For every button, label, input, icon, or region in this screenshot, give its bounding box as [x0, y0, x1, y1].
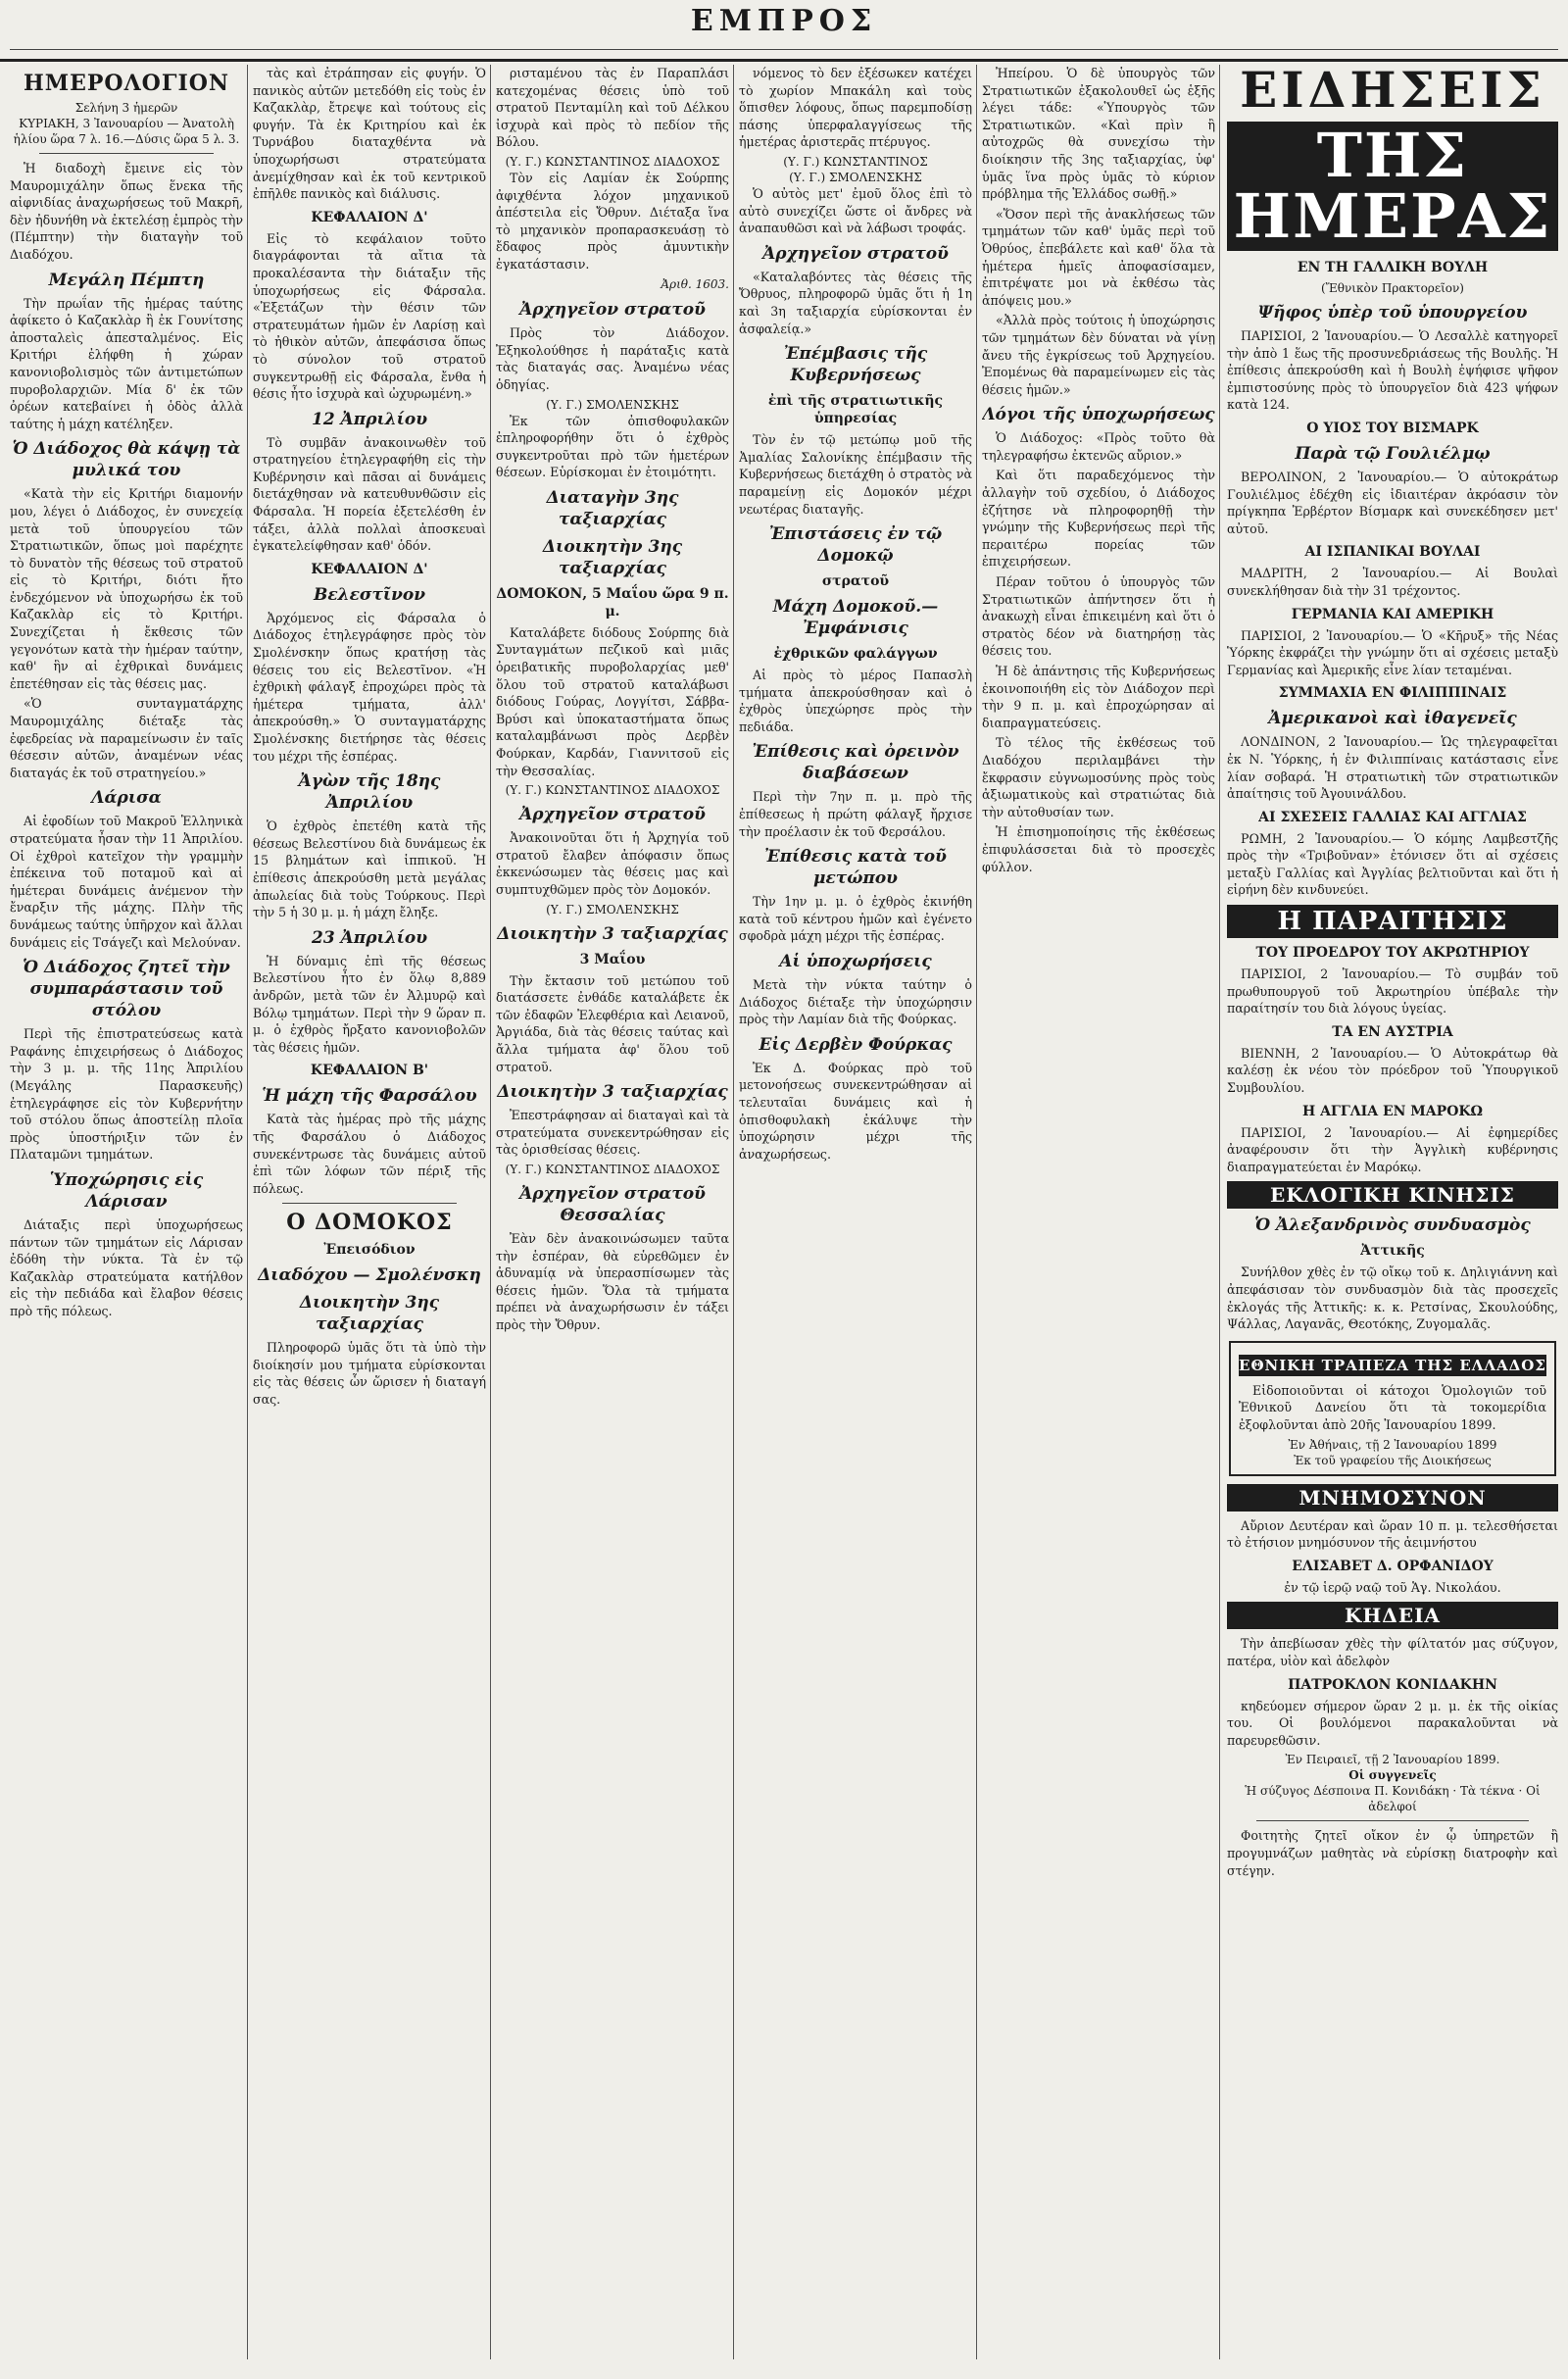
paragraph: Πληροφορῶ ὑμᾶς ὅτι τὰ ὑπὸ τὴν διοίκησίν μου τμήματα εὑρίσκονται εἰς τὰς θέσεις ὧν ὥρισεν ἡ διαταγή σας. [253, 1340, 486, 1408]
news-text: ΠΑΡΙΣΙΟΙ, 2 Ἰανουαρίου.— Ὁ Λεσαλλὲ κατηγορεῖ τὴν ἀπὸ 1 ἕως τῆς προσυνεδριάσεως τῆς Βουλῆς. Ἡ ἐπίθεσις ἀπεκρούσθη καὶ ἡ Βουλὴ ἐψήφισε ψῆφον ἐμπιστοσύνης πρὸς τὸ ὑπουργεῖον διὰ 423 ψήφων κατὰ 124. [1227, 328, 1558, 413]
memorial-text: ἐν τῷ ἱερῷ ναῷ τοῦ Ἁγ. Νικολάου. [1284, 1579, 1501, 1595]
news-headline: ΤΑ ΕΝ ΑΥΣΤΡΙΑ [1332, 1023, 1453, 1040]
section-heading: ΔΟΜΟΚΟΝ, 5 Μαΐου ὥρα 9 π. μ. [496, 585, 729, 620]
paragraph: «Ὁ συνταγματάρχης Μαυρομιχάλης διέταξε τὰς ἐφεδρείας νὰ παραμείνωσιν ἐν ταῖς θέσεσιν αὐτῶν, ἀναμένων νέας διαταγάς ἐκ τοῦ στρατηγείου.» [10, 696, 243, 780]
news-headline: ΕΝ ΤΗ ΓΑΛΛΙΚΗ ΒΟΥΛΗ [1297, 260, 1489, 275]
news-kicker: Παρὰ τῷ Γουλιέλμῳ [1295, 443, 1491, 464]
section-heading: Ἀρχηγεῖον στρατοῦ [519, 300, 706, 321]
funeral-text: Τὴν ἀπεβίωσαν χθὲς τὴν φίλτατόν μας σύζυγον, πατέρα, υἱὸν καὶ ἀδελφὸν [1227, 1636, 1558, 1668]
column-3 [496, 65, 729, 2359]
paragraph: Περὶ τῆς ἐπιστρατεύσεως κατὰ Ραφάνης ἐπιχειρήσεως ὁ Διάδοχος τὴν 3 μ. μ. τῆς 11ης Ἀπριλίου (Μεγάλης Παρασκευῆς) ἐτηλεγράφησε εἰς τὸν Κυβερνήτην τοῦ στόλου ὅπως ἀποστείλῃ πλοῖα πρὸς ὑποστήριξιν τῶν ἐν Πλαταμῶνι τμημάτων. [10, 1026, 243, 1163]
news-text: ΛΟΝΔΙΝΟΝ, 2 Ἰανουαρίου.— Ὡς τηλεγραφεῖται ἐκ Ν. Ὑόρκης, ἡ ἐν Φιλιππίναις κατάστασις εἶνε λίαν σοβαρά. Ἡ στρατιωτικὴ τῶν στρατιωτικῶν ἀπαίτησις τοῦ Ἀγουινάλδου. [1227, 734, 1558, 802]
section-heading: Λόγοι τῆς ὑποχωρήσεως [982, 405, 1215, 425]
signature: (Υ. Γ.) ΚΩΝΣΤΑΝΤΙΝΟΣ ΔΙΑΔΟΧΟΣ [505, 783, 720, 798]
section-heading: Λάρισα [91, 788, 162, 809]
funeral-name: ΠΑΤΡΟΚΛΟΝ ΚΟΝΙΔΑΚΗΝ [1288, 1676, 1497, 1693]
news-text: ΜΑΔΡΙΤΗ, 2 Ἰανουαρίου.— Αἱ Βουλαὶ συνεκλήθησαν διὰ τὴν 31 τρέχοντος. [1227, 566, 1558, 598]
paragraph: Εἰς τὸ κεφάλαιον τοῦτο διαγράφονται τὰ αἴτια τὰ προκαλέσαντα τὴν διάταξιν τῆς ὑποχωρήσεως εἰς Φάρσαλα. «Ἐξετάζων τὴν θέσιν τῶν στρατευμάτων ἡμῶν ἐν Λαρίσῃ καὶ τὸ ἠθικὸν αὐτῶν, ἀπεφάσισα ὅπως τὸ σύνολον τοῦ στρατοῦ συγκεντρωθῇ εἰς Φάρσαλα, ἔνθα ἡ θέσις ἦτο ἰσχυρὰ καὶ ὠχυρωμένη.» [253, 230, 486, 402]
news-box-subtitle: ΤΗΣ ΗΜΕΡΑΣ [1227, 122, 1558, 251]
column-rule [976, 65, 977, 2359]
funeral-headline: ΚΗΔΕΙΑ [1227, 1602, 1558, 1629]
column-1 [10, 65, 243, 2359]
news-kicker: Ἀμερικανοὶ καὶ ἰθαγενεῖς [1268, 709, 1517, 729]
section-heading: 12 Ἀπριλίου [311, 409, 428, 429]
section-heading: Διοικητὴν 3 ταξιαρχίας [497, 1082, 728, 1103]
paragraph: Ἐπεστράφησαν αἱ διαταγαὶ καὶ τὰ στρατεύματα συνεκεντρώθησαν εἰς τὰς ὁρισθείσας θέσεις. [496, 1108, 729, 1158]
paragraph: Ἐκ Δ. Φούρκας πρὸ τοῦ μετονοήσεως συνεκεντρώθησαν αἱ τελευταῖαι δυνάμεις καὶ ἡ ὀπισθοφυλακὴ ἐκάλυψε τὴν ὑποχώρησιν μέχρι τῆς ἀναχωρήσεως. [739, 1060, 972, 1162]
section-heading: Μεγάλη Πέμπτη [48, 270, 205, 290]
news-kicker: Ὁ Ἀλεξανδρινὸς συνδυασμὸς [1254, 1215, 1531, 1236]
calendar-date: ΚΥΡΙΑΚΗ, 3 Ἰανουαρίου — Ἀνατολὴ ἡλίου ὥρα 7 λ. 16.—Δύσις ὥρα 5 λ. 3. [13, 117, 240, 146]
section-heading: Διαδόχου — Σμολένσκη [258, 1265, 481, 1286]
section-heading: Ἀγὼν τῆς 18ης Ἀπριλίου [298, 771, 441, 814]
paragraph: «Καταλαβόντες τὰς θέσεις τῆς Ὄθρυος, πληροφορῶ ὑμᾶς ὅτι ἡ 1η καὶ 3η ταξιαρχία εὑρίσκονται ἐν ἀσφαλείᾳ.» [739, 269, 972, 336]
paragraph: Μετὰ τὴν νύκτα ταύτην ὁ Διάδοχος διέταξε τὴν ὑποχώρησιν πρὸς τὴν Λαμίαν διὰ τῆς Φούρκας. [739, 977, 972, 1027]
column-6-news [1227, 65, 1558, 2359]
calendar-title: ΗΜΕΡΟΛΟΓΙΟΝ [23, 71, 230, 96]
paragraph: Ἡ δύναμις ἐπὶ τῆς θέσεως Βελεστίνου ἦτο ἐν ὅλῳ 8,889 ἀνδρῶν, μετὰ τῶν ἐν Ἀλμυρῷ καὶ Βόλῳ τμημάτων. Περὶ τὴν 9 ὥραν π. μ. ὁ ἐχθρὸς ἤρξατο κανονιοβολῶν τὰς θέσεις ἡμῶν. [253, 953, 486, 1055]
news-headline: ΑΙ ΣΧΕΣΕΙΣ ΓΑΛΛΙΑΣ ΚΑΙ ΑΓΓΛΙΑΣ [1258, 809, 1527, 825]
masthead-title: ΕΜΠΡΟΣ [690, 4, 878, 38]
dateline: Ἀριθ. 1603. [661, 276, 729, 291]
section-heading: Ὁ Διάδοχος θὰ κάψῃ τὰ μυλικά του [12, 439, 241, 481]
section-heading: ΚΕΦΑΛΑΙΟΝ Β' [310, 1063, 429, 1079]
paragraph: «Ὅσον περὶ τῆς ἀνακλήσεως τῶν τμημάτων τῶν καθ' ὑμᾶς περὶ τοῦ Ὀθρύος, ἐπεβάλετε καὶ καθ' ὅλα τὰ ἡμέτερα ἡμεῖς ἀποφασίσαμεν, ἐπιτρέψατε μοι νὰ ἐκθέσω τὰς ἀπόψεις μου.» [982, 206, 1215, 308]
column-rule [733, 65, 734, 2359]
section-heading: Ἐπέμβασις τῆς Κυβερνήσεως [783, 344, 928, 386]
news-headline: ΓΕΡΜΑΝΙΑ ΚΑΙ ΑΜΕΡΙΚΗ [1291, 606, 1494, 622]
paragraph: Τὴν 1ην μ. μ. ὁ ἐχθρὸς ἐκινήθη κατὰ τοῦ κέντρου ἡμῶν καὶ ἐγένετο σφοδρὰ μάχη μέχρι τῆς ἑσπέρας. [739, 894, 972, 944]
paragraph: Ἐὰν δὲν ἀνακοινώσωμεν ταῦτα τὴν ἑσπέραν, θὰ εὑρεθῶμεν ἐν ἀδυναμίᾳ νὰ ὑπερασπίσωμεν τὰς θέσεις ἡμῶν. Ὅλα τὰ τμήματα πρέπει νὰ ἀναχωρήσωσιν ἐν τάξει πρὸς τὴν Ὄθρυν. [496, 1230, 729, 1332]
column-2 [253, 65, 486, 2359]
signature: (Υ. Γ.) ΚΩΝΣΤΑΝΤΙΝΟΣ ΔΙΑΔΟΧΟΣ [505, 154, 720, 169]
section-heading: Ἐπιστάσεις ἐν τῷ Δομοκῷ [768, 524, 943, 567]
funeral-family-label: Οἱ συγγενεῖς [1348, 1768, 1437, 1783]
paragraph: Τὸ τέλος τῆς ἐκθέσεως τοῦ Διαδόχου περιλαμβάνει τὴν ἔκφρασιν εὐγνωμοσύνης πρὸς τοὺς ἀξιωματικοὺς καὶ στρατιώτας διὰ τὴν αὐτοθυσίαν των. [982, 735, 1215, 819]
notice-signature: Ἐκ τοῦ γραφείου τῆς Διοικήσεως [1294, 1453, 1492, 1467]
memorial-name: ΕΛΙΣΑΒΕΤ Δ. ΟΡΦΑΝΙΔΟΥ [1292, 1558, 1494, 1574]
section-heading: ΚΕΦΑΛΑΙΟΝ Δ' [311, 561, 428, 577]
signature: (Υ. Γ.) ΣΜΟΛΕΝΣΚΗΣ [546, 902, 679, 917]
paragraph: Καταλάβετε διόδους Σούρπης διὰ Συνταγμάτων πεζικοῦ καὶ μιᾶς ὀρειβατικῆς πυροβολαρχίας μεθ' ὅλου τοῦ στρατοῦ καταλάβωσι διόδους Γούρας, Λογγίτσι, Σάββα-Βρύσι καὶ ὑποκαταστήματα ὅπως καταλαμβάνωσι πρὸς Δερβὲν Φούρκαν, Καρδάν, Γιαννιτσοῦ εἰς τὴν Θεσσαλίας. [496, 624, 729, 778]
section-heading: Βελεστῖνον [313, 584, 426, 605]
paragraph: Πρὸς τὸν Διάδοχον. Ἐξηκολούθησε ἡ παράταξις κατὰ τὰς διαταγάς σας. Ἀναμένω νέας ὁδηγίας. [496, 325, 729, 392]
section-heading: Ἐπεισόδιον [323, 1242, 416, 1259]
section-heading: Ἀρχηγεῖον στρατοῦ Θεσσαλίας [519, 1183, 706, 1225]
section-heading: στρατοῦ [821, 573, 890, 590]
news-text: ΒΙΕΝΝΗ, 2 Ἰανουαρίου.— Ὁ Αὐτοκράτωρ θὰ καλέσῃ ἐκ νέου τὸν πρόεδρον τοῦ Ὑπουργικοῦ Συμβουλίου. [1227, 1045, 1558, 1096]
column-rule [490, 65, 491, 2359]
divider [282, 1203, 457, 1204]
paragraph: Τὸ συμβᾶν ἀνακοινωθὲν τοῦ στρατηγείου ἐτηλεγραφήθη εἰς τὴν Κυβέρνησιν καὶ πᾶσαι αἱ δυνάμεις διετάχθησαν νὰ κατευθυνθῶσιν εἰς Φάρσαλα. Ἡ πορεία ἐξετελέσθη ἐν τάξει, ἀλλὰ πολλαὶ ἀποσκευαὶ ἐγκατελείφθησαν καθ' ὁδόν. [253, 434, 486, 554]
news-headline: ΑΙ ΙΣΠΑΝΙΚΑΙ ΒΟΥΛΑΙ [1304, 544, 1481, 561]
paragraph: Ἀνακοινοῦται ὅτι ἡ Ἀρχηγία τοῦ στρατοῦ ἔλαβεν ἀπόφασιν ὅπως ἐκκενώσωμεν τὰς θέσεις μας καὶ συμπτυχθῶμεν πρὸς τὸν Δομοκόν. [496, 830, 729, 897]
memorial-headline: ΜΝΗΜΟΣΥΝΟΝ [1227, 1484, 1558, 1512]
paragraph: Ὁ ἐχθρὸς ἐπετέθη κατὰ τῆς θέσεως Βελεστίνου διὰ δυνάμεως ἐκ 15 βλημάτων καὶ ἱππικοῦ. Ἡ ἐπίθεσις ἀπεκρούσθη μετὰ μεγάλας ἀπωλείας διὰ τοὺς Τούρκους. Περὶ τὴν 5 ἡ 30 μ. μ. ἡ μάχη ἔληξε. [253, 818, 486, 920]
section-heading: Ἐπίθεσις καὶ ὀρεινὸν διαβάσεων [752, 742, 959, 784]
news-box-title: ΕΙΔΗΣΕΙΣ [1240, 65, 1545, 119]
section-heading: ΚΕΦΑΛΑΙΟΝ Δ' [311, 209, 428, 225]
news-headline-inverted: Η ΠΑΡΑΙΤΗΣΙΣ [1227, 905, 1558, 938]
paragraph: νόμενος τὸ δεν ἐξέσωκεν κατέχει τὸ χωρίον Μπακάλη καὶ τοὺς ὅπισθεν λόφους, ὅπως παρεμποδίσῃ πάσης ὑπερφαλαγγίσεως τῆς ἡμετέρας ἀριστερᾶς πτέρυγος. [739, 66, 972, 150]
paragraph: «Κατὰ τὴν εἰς Κριτήρι διαμονήν μου, λέγει ὁ Διάδοχος, ἐν συνεχείᾳ μετὰ τοῦ ὑπουργείου τῶν Στρατιωτικῶν, ὅπως μοὶ παρέχητε τὸ δυνατὸν τῆς θέσεως τοῦ στρατοῦ εἰς τὸ Κριτήρι, διότι ἤτο ἐνδεχόμενον νὰ ὑποχωρήσω ἐκ τοῦ Καζακλὰρ εἰς τὸ Κριτήρι. Συνεχίζεται ἡ ἔκθεσις τῶν γεγονότων κατὰ τὴν ἡμέραν ταύτην, καθ' ἣν αἱ ἐχθρικαὶ δυνάμεις ἐπετέθησαν εἰς τὰς θέσεις μας. [10, 486, 243, 691]
section-heading: Διοικητὴν 3ης ταξιαρχίας [299, 1293, 440, 1335]
news-headline: Η ΑΓΓΛΙΑ ΕΝ ΜΑΡΟΚΩ [1301, 1103, 1484, 1119]
classified-text: Φοιτητὴς ζητεῖ οἴκον ἐν ᾧ ὑπηρετῶν ἢ προγυμνάζων μαθητὰς νὰ εὑρίσκῃ διατροφὴν καὶ στέγην. [1227, 1828, 1558, 1878]
paragraph: Ἠπείρου. Ὁ δὲ ὑπουργὸς τῶν Στρατιωτικῶν ἐξακολουθεῖ ὡς ἑξῆς λέγει τάδε: «Ὑπουργὸς τῶν Στρατιωτικῶν. «Καὶ πρὶν ἢ αὐτοχρῶς θὰ συνεχίσω τὴν διοίκησιν τῆς 3ης ταξιαρχίας, ὑφ' ὑμᾶς ἵνα πρὸς ὑμᾶς τὸ κύριον πρόβλημα τῆς Ἑλλάδος σωθῇ.» [982, 66, 1215, 202]
section-heading: Ο ΔΟΜΟΚΟΣ [286, 1210, 453, 1236]
section-heading: Ἀρχηγεῖον στρατοῦ [762, 243, 949, 264]
section-heading: 23 Ἀπριλίου [311, 927, 428, 948]
bank-notice [1229, 1341, 1556, 1476]
paragraph: Καὶ ὅτι παραδεχόμενος τὴν ἀλλαγὴν τοῦ σχεδίου, ὁ Διάδοχος ἐζήτησε νὰ πληροφορηθῇ τὴν γνώμην τῆς Κυβερνήσεως περὶ τῆς περαιτέρω πορείας τῶν ἐπιχειρήσεων. [982, 468, 1215, 570]
section-heading: ἐπὶ τῆς στρατιωτικῆς ὑπηρεσίας [767, 393, 944, 427]
signature: (Υ. Γ.) ΚΩΝΣΤΑΝΤΙΝΟΣ ΔΙΑΔΟΧΟΣ [505, 1162, 720, 1176]
column-4 [739, 65, 972, 2359]
news-text: ΠΑΡΙΣΙΟΙ, 2 Ἰανουαρίου.— Ὁ «Κῆρυξ» τῆς Νέας Ὑόρκης ἐκφράζει τὴν γνώμην ὅτι αἱ σχέσεις μεταξὺ Γερμανίας καὶ Ἀμερικῆς εἶνε λίαν τεταμέναι. [1227, 627, 1558, 677]
news-headline: ΣΥΜΜΑΧΙΑ ΕΝ ΦΙΛΙΠΠΙΝΑΙΣ [1278, 685, 1507, 702]
paragraph: Ἡ δὲ ἀπάντησις τῆς Κυβερνήσεως ἐκοινοποιήθη εἰς τὸν Διάδοχον περὶ τὴν 9 π. μ. καὶ ἐπροχώρησαν αἱ διαπραγματεύσεις. [982, 664, 1215, 730]
section-heading: Ὑποχώρησις εἰς Λάρισαν [49, 1169, 204, 1212]
funeral-text: κηδεύομεν σήμερον ὥραν 2 μ. μ. ἐκ τῆς οἰκίας του. Οἱ βουλόμενοι παρακαλοῦνται νὰ παρευρεθῶσιν. [1227, 1698, 1558, 1748]
news-text: ΠΑΡΙΣΙΟΙ, 2 Ἰανουαρίου.— Τὸ συμβάν τοῦ πρωθυπουργοῦ τοῦ Ἀκρωτηρίου ὑπέβαλε τὴν παραίτησίν του διὰ λόγους ὑγείας. [1227, 966, 1558, 1016]
column-rule [247, 65, 248, 2359]
paragraph: Κατὰ τὰς ἡμέρας πρὸ τῆς μάχης τῆς Φαρσάλου ὁ Διάδοχος συνεκέντρωσε τὰς δυνάμεις αὐτοῦ ἐπὶ τῶν λόφων τῶν πέριξ τῆς πόλεως. [253, 1112, 486, 1196]
signature: (Υ. Γ.) ΣΜΟΛΕΝΣΚΗΣ [546, 397, 679, 412]
paragraph: Διάταξις περὶ ὑποχωρήσεως πάντων τῶν τμημάτων εἰς Λάρισαν ἐδόθη τὴν νύκτα. Τὰ ἐν τῷ Καζακλὰρ στρατεύματα κατήλθον εἰς τὴν πεδιάδα καὶ ἔλαβον θέσεις πρὸ τῆς πόλεως. [10, 1216, 243, 1318]
news-text: Συνήλθον χθὲς ἐν τῷ οἴκῳ τοῦ κ. Δηλιγιάννη καὶ ἀπεφάσισαν τὸν συνδυασμὸν διὰ τὰς προσεχεῖς ἐκλογάς τῆς Ἀττικῆς: κ. κ. Ρετσίνας, Σκουλούδης, Ψάλλας, Λαγανᾶς, Θεοτόκης, Ζυγομαλᾶς. [1227, 1264, 1558, 1332]
section-heading: Διοικητὴν 3 ταξιαρχίας [497, 923, 728, 944]
news-kicker: Ψῆφος ὑπὲρ τοῦ ὑπουργείου [1257, 303, 1528, 322]
section-heading: Ἡ μάχη τῆς Φαρσάλου [262, 1086, 477, 1107]
divider [1256, 1820, 1529, 1821]
paragraph: Τὸν εἰς Λαμίαν ἐκ Σούρπης ἀφιχθέντα λόχον μηχανικοῦ ἀπέστειλα εἰς Ὄθρυν. Διέταξα ἵνα τὸ μηχανικὸν προπαρασκευάσῃ τὸ ἔδαφος πρὸς ἀμυντικὴν ἐγκατάστασιν. [496, 170, 729, 272]
news-headline-inverted: ΕΚΛΟΓΙΚΗ ΚΙΝΗΣΙΣ [1227, 1181, 1558, 1209]
notice-text: Εἰδοποιοῦνται οἱ κάτοχοι Ὁμολογιῶν τοῦ Ἐθνικοῦ Δανείου ὅτι τὰ τοκομερίδια ἐξοφλοῦνται ἀπὸ 20ῆς Ἰανουαρίου 1899. [1239, 1382, 1546, 1432]
section-heading: Μάχη Δομοκοῦ.—Ἐμφάνισις [772, 597, 939, 639]
column-rule [1219, 65, 1220, 2359]
paragraph: ρισταμένου τὰς ἐν Παραπλάσι κατεχομένας θέσεις ὑπὸ τοῦ στρατοῦ Πενταμίλη καὶ τοῦ Δέλκου ἰσχυρὰ καὶ πρὸς τὸ πεδίον τῆς Βόλου. [496, 66, 729, 150]
paragraph: Ὁ αὐτὸς μετ' ἐμοῦ ὅλος ἐπὶ τὸ αὐτὸ συνεχίζει ὥστε οἱ ἄνδρες νὰ ἀναπαυθῶσι καὶ νὰ λάβωσι τροφάς. [739, 185, 972, 236]
masthead [0, 0, 1568, 62]
section-heading: ἐχθρικῶν φαλάγγων [773, 646, 938, 663]
column-5 [982, 65, 1215, 2359]
memorial-text: Αὔριον Δευτέραν καὶ ὥραν 10 π. μ. τελεσθήσεται τὸ ἐτήσιον μνημόσυνον τῆς ἀειμνήστου [1227, 1517, 1558, 1551]
paragraph: τὰς καὶ ἐτράπησαν εἰς φυγήν. Ὁ πανικὸς αὐτῶν μετεδόθη εἰς τοὺς ἐν Καζακλὰρ, ἔτρεψε καὶ τούτους εἰς φυγήν. Τὰ ἐκ Κριτηρίου καὶ ἐκ Τυρνάβου διαταχθέντα νὰ ὑποχωρήσωσι στρατεύματα ἀνεμίχθησαν καὶ ἐκ τοῦ κεντρικοῦ ἐπῆλθε πανικὸς καὶ διάλυσις. [253, 66, 486, 202]
news-subheadline: ΤΟΥ ΠΡΟΕΔΡΟΥ ΤΟΥ ΑΚΡΩΤΗΡΙΟΥ [1255, 945, 1530, 962]
funeral-family: Ἡ σύζυγος Δέσποινα Π. Κονιδάκη · Τὰ τέκνα · Οἱ ἀδελφοί [1245, 1784, 1541, 1814]
paragraph: Αἱ ἐφοδίων τοῦ Μακροῦ Ἑλληνικὰ στρατεύματα ἦσαν τὴν 11 Ἀπριλίου. Οἱ ἐχθροὶ κατεῖχον τὴν γραμμὴν ἐπέκεινα τοῦ ποταμοῦ καὶ αἱ ἡμέτεραι δυνάμεις ἀνέμενον τὴν ἔναρξιν τῆς μάχης. Πλὴν τῆς δυνάμεως ταύτης ὑπῆρχον καὶ ἄλλαι δυνάμεις εἰς Τσάγεζι καὶ Μελούναν. [10, 814, 243, 950]
paragraph: Ἡ ἐπισημοποίησις τῆς ἐκθέσεως ἐπιφυλάσσεται διὰ τὸ προσεχὲς φύλλον. [982, 824, 1215, 874]
paragraph: Τὴν πρωΐαν τῆς ἡμέρας ταύτης ἀφίκετο ὁ Καζακλὰρ ἢ ἐκ Γουνίτσης ἀποσταλεὶς ἀπεσταλμένος. Εἰς Κριτήρι ἐλήφθη ἡ χώραν κανονιοβολισμὸς τῶν ἀντιμετώπων πυροβολαρχιῶν. Μία δ' ἐκ τῶν ὀρέων κατεβαίνει ἡ ὁδὸς ἀλλὰ ταύτης ἡ μάχη κατέληξεν. [10, 295, 243, 431]
section-heading: Εἰς Δερβὲν Φούρκας [759, 1034, 953, 1055]
section-heading: Ἐπίθεσις κατὰ τοῦ μετώπου [764, 847, 947, 889]
paragraph: Τὸν ἐν τῷ μετώπῳ μοῦ τῆς Ἀμαλίας Σαλονίκης ἐπέμβασιν τῆς Κυβερνήσεως διετάχθη ὁ στρατὸς νὰ παραμείνῃ εἰς Δομοκόν μέχρι νεωτέρας διαταγῆς. [739, 432, 972, 517]
news-text: ΡΩΜΗ, 2 Ἰανουαρίου.— Ὁ κόμης Λαμβεστζῆς πρὸς τὴν «Τριβοῦναν» ἐτόνισεν ὅτι αἱ σχέσεις μεταξὺ Γαλλίας καὶ Ἀγγλίας βελτιοῦνται καὶ ὅτι ἡ εἰρήνη δὲν κινδυνεύει. [1227, 830, 1558, 898]
signature: (Υ. Γ.) ΚΩΝΣΤΑΝΤΙΝΟΣ [783, 154, 928, 169]
signature: (Υ. Γ.) ΣΜΟΛΕΝΣΚΗΣ [789, 170, 922, 184]
section-heading: Διαταγὴν 3ης ταξιαρχίας [546, 487, 679, 529]
paragraph: Αἱ πρὸς τὸ μέρος Παπασλὴ τμήματα ἀπεκρούσθησαν καὶ ὁ ἐχθρὸς ὑπεχώρησε πρὸς τὴν πεδιάδα. [739, 668, 972, 734]
paragraph: Τὴν ἔκτασιν τοῦ μετώπου τοῦ διατάσσετε ἐνθάδε καταλάβετε ἐκ τῶν ἐδαφῶν Ἐλεφθέρια καὶ Λειανοῦ, Ἀργιάδα, διὰ τὰς θέσεις ταύτας καὶ ἄλλα τμήματα ἀφ' ὅλου τοῦ στρατοῦ. [496, 972, 729, 1074]
divider [39, 153, 214, 154]
notice-date: Ἐν Ἀθήναις, τῇ 2 Ἰανουαρίου 1899 [1288, 1437, 1497, 1452]
section-heading: 3 Μαΐου [579, 951, 646, 967]
calendar-moon: Σελήνη 3 ἡμερῶν [74, 101, 178, 115]
paragraph: Ἀρχόμενος εἰς Φάρσαλα ὁ Διάδοχος ἐτηλεγράφησε πρὸς τὸν Σμολένσκην ὅπως κρατήσῃ τὰς θέσεις του εἰς Βελεστῖνον. «Ἡ ἐχθρικὴ φάλαγξ ἐπροχώρει πρὸς τὰ ἡμέτερα τμήματα, ἀλλ' ἀπεκρούσθη.» Ὁ συνταγματάρχης Σμολένσκης διετήρησε τὰς θέσεις του μέχρι τῆς ἑσπέρας. [253, 610, 486, 764]
section-heading: Ἀρχηγεῖον στρατοῦ [519, 805, 706, 825]
news-headline: Ο ΥΙΟΣ ΤΟΥ ΒΙΣΜΑΡΚ [1306, 420, 1479, 436]
news-source: (Ἔθνικὸν Πρακτορεῖον) [1320, 281, 1464, 295]
paragraph: Ὁ Διάδοχος: «Πρὸς τοῦτο θὰ τηλεγραφήσω ἐκτενῶς αὔριον.» [982, 430, 1215, 463]
paragraph: «Ἀλλὰ πρὸς τούτοις ἡ ὑποχώρησις τῶν τμημάτων δὲν δύναται νὰ γίνῃ ἄνευ τῆς ἐγκρίσεως τοῦ Ἀρχηγείου. Ἐπομένως θὰ παραμείνωμεν εἰς τὰς θέσεις ἡμῶν.» [982, 313, 1215, 397]
news-text: ΒΕΡΟΛΙΝΟΝ, 2 Ἰανουαρίου.— Ὁ αὐτοκράτωρ Γουλιέλμος ἐδέχθη εἰς ἰδιαιτέραν ἀκρόασιν τὸν πρίγκηπα Ἐρβέρτον Βίσμαρκ καὶ συνεκέδησεν μετ' αὐτοῦ. [1227, 469, 1558, 536]
paragraph: Πέραν τοῦτου ὁ ὑπουργὸς τῶν Στρατιωτικῶν ἀπήντησεν ὅτι ἡ ἀνακωχὴ εἶναι ἐπικειμένη καὶ ὅτι ὁ στρατὸς δέον νὰ διατηρήσῃ τὰς θέσεις του. [982, 574, 1215, 659]
paragraph: Ἡ διαδοχὴ ἔμεινε εἰς τὸν Μαυρομιχάλην ὅπως ἕνεκα τῆς αἰφνιδίας ἀναχωρήσεως τοῦ Μακρῆ, δὲν ἠδυνήθη νὰ ἐκτελέσῃ ἐμπρὸς τὴν (Πέμπτην) τὴν διαταγὴν τοῦ Διαδόχου. [10, 161, 243, 262]
paragraph: Περὶ τὴν 7ην π. μ. πρὸ τῆς ἐπίθεσεως ἡ πρώτη φάλαγξ ἤρχισε τὴν προέλασιν ἐκ τοῦ Φερσάλου. [739, 789, 972, 839]
funeral-date: Ἐν Πειραιεῖ, τῇ 2 Ἰανουαρίου 1899. [1285, 1753, 1500, 1767]
notice-headline: ΕΘΝΙΚΗ ΤΡΑΠΕΖΑ ΤΗΣ ΕΛΛΑΔΟΣ [1239, 1356, 1546, 1374]
news-text: ΠΑΡΙΣΙΟΙ, 2 Ἰανουαρίου.— Αἱ ἐφημερίδες ἀναφέρουσιν ὅτι τὴν Ἀγγλικὴ κυβέρνησις διαπραγματεύεται ἐν Μαρόκῳ. [1227, 1124, 1558, 1174]
news-kicker: Ἀττικῆς [1360, 1243, 1425, 1260]
section-heading: Διοικητὴν 3ης ταξιαρχίας [542, 536, 683, 578]
section-heading: Αἱ ὑποχωρήσεις [779, 952, 932, 972]
section-heading: Ὁ Διάδοχος ζητεῖ τὴν συμπαράστασιν τοῦ στόλου [23, 958, 230, 1021]
paragraph: Ἐκ τῶν ὀπισθοφυλακῶν ἐπληροφορήθην ὅτι ὁ ἐχθρὸς συγκεντροῦται πρὸ τῶν ἡμετέρων θέσεων. Εὑρίσκομαι ἐν ἐτοιμότητι. [496, 413, 729, 480]
masthead-rule [10, 49, 1558, 50]
